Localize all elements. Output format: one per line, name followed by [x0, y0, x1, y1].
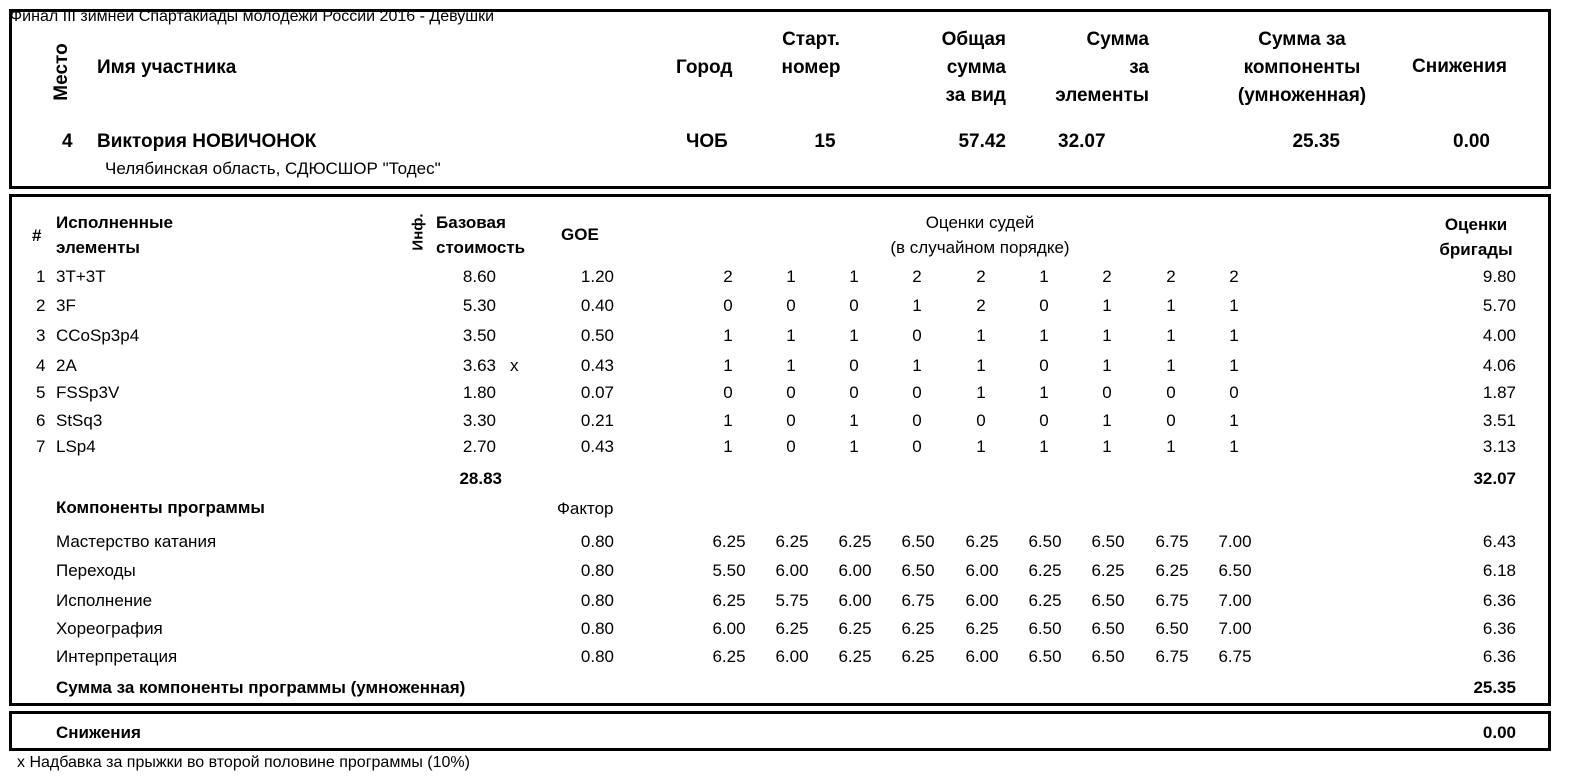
component-judge-score: 6.50 [1028, 532, 1062, 551]
element-number: 7 [36, 437, 46, 456]
judge-score: 1 [1229, 356, 1239, 375]
component-judge-score: 6.75 [901, 591, 935, 610]
name-header: Имя участника [97, 57, 237, 78]
judge-score: 2 [912, 267, 922, 286]
element-name: 3F [56, 296, 76, 315]
judge-score: 1 [1166, 326, 1176, 345]
judge-score: 1 [723, 326, 733, 345]
judge-score: 0 [912, 411, 922, 430]
start-number-value: 15 [814, 131, 836, 152]
component-judge-score: 6.25 [1028, 591, 1062, 610]
element-number: 4 [36, 356, 46, 375]
component-name: Переходы [56, 561, 136, 580]
component-judge-score: 6.00 [838, 561, 872, 580]
judges-header: Оценки судей (в случайном порядке) [890, 213, 1070, 257]
components-score-header: Сумма за компоненты (умноженная) [1237, 29, 1367, 106]
judge-score: 0 [786, 437, 796, 456]
element-base-value: 5.30 [462, 296, 496, 315]
judge-score: 1 [1229, 326, 1239, 345]
component-judge-score: 6.50 [1218, 561, 1252, 580]
components-score-value: 25.35 [1292, 131, 1340, 152]
component-judge-score: 6.25 [712, 591, 746, 610]
element-base-value: 2.70 [462, 437, 496, 456]
component-panel-score: 6.43 [1482, 532, 1516, 551]
info-header: Инф. [409, 213, 427, 251]
element-name: 3T+3T [56, 267, 106, 286]
component-name: Мастерство катания [56, 532, 217, 551]
judge-score: 1 [849, 267, 859, 286]
component-judge-score: 6.50 [1028, 647, 1062, 666]
judge-score: 0 [849, 296, 859, 315]
component-name: Исполнение [56, 591, 153, 610]
component-judge-score: 6.25 [1155, 561, 1189, 580]
element-panel-score: 3.51 [1482, 411, 1516, 430]
skater-club: Челябинская область, СДЮСШОР "Тодес" [105, 159, 441, 178]
judge-score: 0 [1229, 383, 1239, 402]
component-judge-score: 6.50 [901, 532, 935, 551]
element-panel-score: 3.13 [1482, 437, 1516, 456]
component-panel-score: 6.36 [1482, 647, 1516, 666]
judge-score: 0 [1039, 296, 1049, 315]
component-judge-score: 6.00 [775, 647, 809, 666]
judge-score: 0 [976, 411, 986, 430]
component-judge-score: 6.00 [965, 591, 999, 610]
components-total-value: 25.35 [1473, 678, 1516, 697]
component-judge-score: 6.25 [838, 532, 872, 551]
component-judge-score: 6.25 [965, 532, 999, 551]
component-panel-score: 6.18 [1482, 561, 1516, 580]
components-header: Компоненты программы [56, 498, 265, 517]
judge-score: 1 [1102, 411, 1112, 430]
judge-score: 1 [786, 356, 796, 375]
judge-score: 1 [1229, 411, 1239, 430]
component-judge-score: 6.25 [775, 619, 809, 638]
base-value-header: Базовая стоимость [436, 213, 526, 257]
judge-score: 1 [976, 383, 986, 402]
component-judge-score: 6.25 [901, 647, 935, 666]
panel-score-header: Оценки бригады [1439, 215, 1513, 259]
judge-score: 0 [786, 411, 796, 430]
judge-score: 0 [1166, 411, 1176, 430]
judge-score: 1 [976, 326, 986, 345]
city-header: Город [676, 57, 733, 78]
element-panel-score: 1.87 [1482, 383, 1516, 402]
element-base-value: 3.63 [462, 356, 496, 375]
component-judge-score: 6.25 [1028, 561, 1062, 580]
component-judge-score: 7.00 [1218, 532, 1252, 551]
element-name: 2A [56, 356, 77, 375]
judge-score: 1 [1039, 383, 1049, 402]
component-judge-score: 6.50 [1091, 647, 1125, 666]
judge-score: 2 [1102, 267, 1112, 286]
judge-score: 1 [976, 437, 986, 456]
event-title: Финал III зимней Спартакиады молодежи России 2016 - Девушки [10, 8, 495, 25]
judge-score: 1 [723, 356, 733, 375]
component-judge-score: 6.50 [1091, 591, 1125, 610]
element-number-header: # [32, 226, 42, 245]
deductions-total: 0.00 [1482, 723, 1516, 742]
city-value: ЧОБ [686, 131, 728, 152]
component-judge-score: 6.50 [901, 561, 935, 580]
deductions-value: 0.00 [1453, 131, 1490, 152]
judge-score: 1 [849, 437, 859, 456]
judge-score: 1 [1229, 296, 1239, 315]
component-judge-score: 6.00 [965, 647, 999, 666]
judge-score: 0 [849, 383, 859, 402]
judge-score: 1 [976, 356, 986, 375]
component-factor: 0.80 [580, 532, 614, 551]
judge-score: 2 [723, 267, 733, 286]
elements-score-header: Сумма за элементы [1055, 29, 1149, 106]
component-panel-score: 6.36 [1482, 619, 1516, 638]
element-goe: 1.20 [580, 267, 614, 286]
component-judge-score: 6.25 [775, 532, 809, 551]
judge-score: 0 [786, 383, 796, 402]
judge-score: 1 [723, 437, 733, 456]
component-judge-score: 6.25 [965, 619, 999, 638]
judge-score: 1 [1102, 356, 1112, 375]
judge-score: 0 [849, 356, 859, 375]
element-number: 1 [36, 267, 46, 286]
footnote: x Надбавка за прыжки во второй половине программы (10%) [17, 754, 470, 771]
judge-score: 2 [1229, 267, 1239, 286]
element-name: StSq3 [56, 411, 103, 430]
judge-score: 0 [912, 326, 922, 345]
judge-score: 0 [723, 296, 733, 315]
judge-score: 0 [912, 437, 922, 456]
place-header: Место [51, 43, 72, 101]
element-goe: 0.50 [580, 326, 614, 345]
element-number: 3 [36, 326, 46, 345]
judge-score: 1 [1039, 437, 1049, 456]
component-judge-score: 6.50 [1028, 619, 1062, 638]
component-judge-score: 6.25 [838, 647, 872, 666]
component-judge-score: 6.25 [712, 647, 746, 666]
judge-score: 0 [912, 383, 922, 402]
judge-score: 1 [1102, 437, 1112, 456]
judge-score: 0 [723, 383, 733, 402]
components-total-label: Сумма за компоненты программы (умноженная) [56, 678, 466, 697]
component-judge-score: 7.00 [1218, 619, 1252, 638]
judge-score: 1 [849, 326, 859, 345]
element-goe: 0.21 [580, 411, 614, 430]
goe-header: GOE [561, 225, 599, 244]
component-judge-score: 6.00 [965, 561, 999, 580]
component-judge-score: 5.50 [712, 561, 746, 580]
component-judge-score: 5.75 [775, 591, 809, 610]
element-info: x [510, 356, 519, 375]
component-judge-score: 6.25 [1091, 561, 1125, 580]
element-name: FSSp3V [56, 383, 120, 402]
judge-score: 0 [1039, 411, 1049, 430]
component-judge-score: 6.75 [1155, 591, 1189, 610]
element-base-value: 8.60 [462, 267, 496, 286]
judge-score: 1 [1166, 437, 1176, 456]
element-number: 5 [36, 383, 46, 402]
element-goe: 0.43 [580, 437, 614, 456]
component-judge-score: 6.25 [838, 619, 872, 638]
factor-header: Фактор [557, 499, 614, 518]
component-judge-score: 6.75 [1155, 647, 1189, 666]
component-factor: 0.80 [580, 561, 614, 580]
component-judge-score: 6.75 [1155, 532, 1189, 551]
judge-score: 1 [1102, 296, 1112, 315]
element-number: 6 [36, 411, 46, 430]
judge-score: 0 [1102, 383, 1112, 402]
element-goe: 0.40 [580, 296, 614, 315]
component-panel-score: 6.36 [1482, 591, 1516, 610]
deductions-label: Снижения [56, 723, 141, 742]
component-name: Хореография [56, 619, 163, 638]
component-factor: 0.80 [580, 591, 614, 610]
total-score-header: Общая сумма за вид [941, 29, 1006, 106]
component-factor: 0.80 [580, 619, 614, 638]
element-base-value: 1.80 [462, 383, 496, 402]
judge-score: 1 [786, 267, 796, 286]
component-judge-score: 6.50 [1155, 619, 1189, 638]
component-name: Интерпретация [56, 647, 178, 666]
element-panel-score: 5.70 [1482, 296, 1516, 315]
skater-name: Виктория НОВИЧОНОК [97, 131, 317, 152]
judge-score: 0 [786, 296, 796, 315]
element-name: CCoSp3p4 [56, 326, 140, 345]
judge-score: 1 [849, 411, 859, 430]
component-judge-score: 6.00 [775, 561, 809, 580]
executed-elements-header: Исполненные элементы [56, 213, 173, 257]
judge-score: 0 [1166, 383, 1176, 402]
component-judge-score: 6.50 [1091, 532, 1125, 551]
component-judge-score: 6.50 [1091, 619, 1125, 638]
component-judge-score: 6.00 [838, 591, 872, 610]
elements-score-value: 32.07 [1058, 131, 1106, 152]
judge-score: 0 [1039, 356, 1049, 375]
element-goe: 0.43 [580, 356, 614, 375]
component-judge-score: 6.25 [901, 619, 935, 638]
judge-score: 2 [976, 296, 986, 315]
judge-score: 1 [912, 356, 922, 375]
element-panel-score: 9.80 [1482, 267, 1516, 286]
place-value: 4 [62, 131, 73, 152]
judge-score: 1 [1039, 326, 1049, 345]
element-base-value: 3.30 [462, 411, 496, 430]
element-name: LSp4 [56, 437, 96, 456]
element-panel-score: 4.06 [1482, 356, 1516, 375]
deductions-header: Снижения [1412, 56, 1507, 77]
base-total: 28.83 [459, 469, 502, 488]
judge-score: 1 [1039, 267, 1049, 286]
element-goe: 0.07 [580, 383, 614, 402]
judge-score: 1 [1102, 326, 1112, 345]
elements-total: 32.07 [1473, 469, 1516, 488]
component-judge-score: 6.25 [712, 532, 746, 551]
deductions-box [9, 711, 1551, 751]
component-factor: 0.80 [580, 647, 614, 666]
start-number-header: Старт. номер [781, 29, 841, 78]
judge-score: 1 [912, 296, 922, 315]
total-score-value: 57.42 [958, 131, 1006, 152]
judge-score: 1 [1166, 296, 1176, 315]
element-panel-score: 4.00 [1482, 326, 1516, 345]
judge-score: 1 [723, 411, 733, 430]
judge-score: 2 [1166, 267, 1176, 286]
judge-score: 1 [786, 326, 796, 345]
judge-score: 2 [976, 267, 986, 286]
component-judge-score: 6.75 [1218, 647, 1252, 666]
judge-score: 1 [1229, 437, 1239, 456]
element-number: 2 [36, 296, 46, 315]
element-base-value: 3.50 [462, 326, 496, 345]
component-judge-score: 6.00 [712, 619, 746, 638]
component-judge-score: 7.00 [1218, 591, 1252, 610]
judge-score: 1 [1166, 356, 1176, 375]
